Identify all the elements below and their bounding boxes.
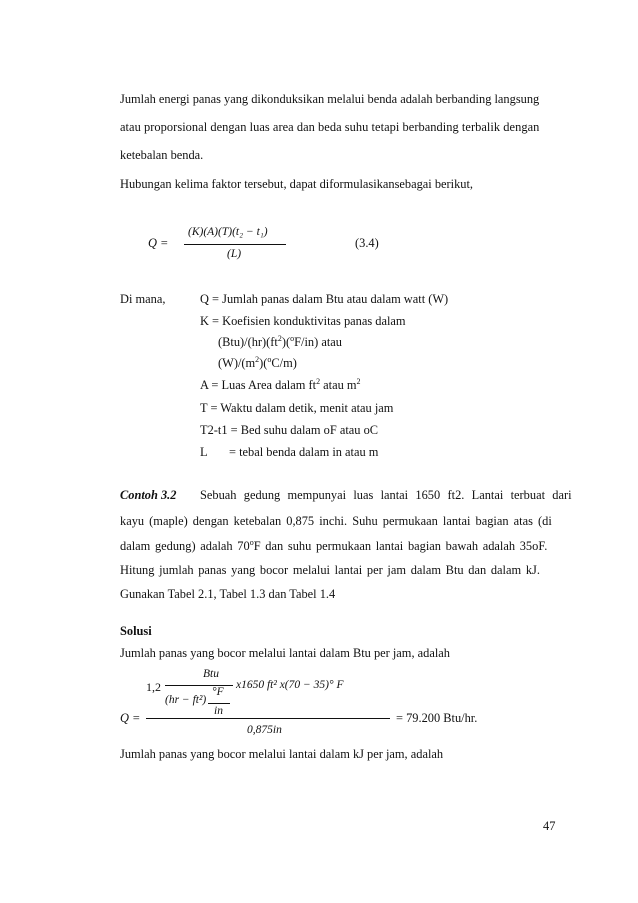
definition-l-symbol: L [200, 445, 208, 459]
solution-btu: Btu [203, 668, 219, 680]
definition-q: Q = Jumlah panas dalam Btu atau dalam watt (W) [200, 292, 449, 306]
solution-inner-bar-2 [208, 703, 230, 704]
example-line-3: dalam gedung) adalah 70$^o$F dan suhu permukaan lantai bagian bawah adalah 35oF. [120, 538, 548, 553]
solution-q-lhs: Q = [120, 711, 141, 725]
formula-numerator: (K)(A)(T)(t₂ − t₁) [188, 226, 268, 238]
definition-l: = tebal benda dalam in atau m [229, 445, 379, 459]
example-line-4: Hitung jumlah panas yang bocor melalui lantai per jam dalam Btu dan dalam kJ. [120, 563, 540, 577]
formula-lhs: Q = [148, 236, 169, 250]
example-line-5: Gunakan Tabel 2.1, Tabel 1.3 dan Tabel 1.4 [120, 587, 336, 601]
intro-line-2: atau proporsional dengan luas area dan beda suhu tetapi berbanding terbalik dengan [120, 120, 540, 134]
solution-in: in [214, 705, 223, 717]
solution-hr-ft2: (hr − ft²) [165, 694, 207, 706]
definition-a: A = Luas Area dalam $ft^2$ atau $m^2$ [200, 377, 361, 392]
intro-line-1: Jumlah energi panas yang dikonduksikan melalui benda adalah berbanding langsung [120, 92, 540, 106]
example-line-1: Sebuah gedung mempunyai luas lantai 1650 ft2. Lantai terbuat dari [200, 488, 572, 502]
formula-fraction-bar [184, 244, 286, 245]
solution-result: = 79.200 Btu/hr. [396, 711, 478, 725]
solution-line-1: Jumlah panas yang bocor melalui lantai dalam Btu per jam, adalah [120, 646, 450, 660]
page-number: 47 [543, 819, 556, 833]
relation-intro: Hubungan kelima faktor tersebut, dapat diformulasikansebagai berikut, [120, 177, 474, 191]
definition-t2-t1: T2-t1 = Bed suhu dalam oF atau oC [200, 423, 379, 437]
solution-denominator: 0,875in [247, 724, 282, 736]
solution-title: Solusi [120, 624, 152, 638]
example-label: Contoh 3.2 [120, 488, 177, 502]
formula-denominator: (L) [227, 248, 242, 260]
solution-deg-f: °F [212, 686, 224, 698]
definitions-intro: Di mana, [120, 292, 166, 306]
solution-coefficient: 1,2 [146, 680, 161, 694]
solution-multiplier: x1650 ft² x(70 − 35)° F [236, 679, 344, 691]
intro-line-3: ketebalan benda. [120, 148, 204, 162]
definition-k: K = Koefisien konduktivitas panas dalam [200, 314, 406, 328]
definition-k-unit-1: $(Btu)/(hr)(ft^2)(^oF/in)$ atau [218, 334, 342, 349]
formula-number: (3.4) [355, 236, 379, 250]
definition-t: T = Waktu dalam detik, menit atau jam [200, 401, 394, 415]
solution-main-bar [146, 718, 390, 719]
definition-k-unit-2: $(W)/(m^2)(^oC/m)$ [218, 355, 297, 370]
solution-line-2: Jumlah panas yang bocor melalui lantai dalam kJ per jam, adalah [120, 747, 444, 761]
example-line-2: kayu (maple) dengan ketebalan 0,875 inchi. Suhu permukaan lantai bagian atas (di [120, 514, 552, 528]
